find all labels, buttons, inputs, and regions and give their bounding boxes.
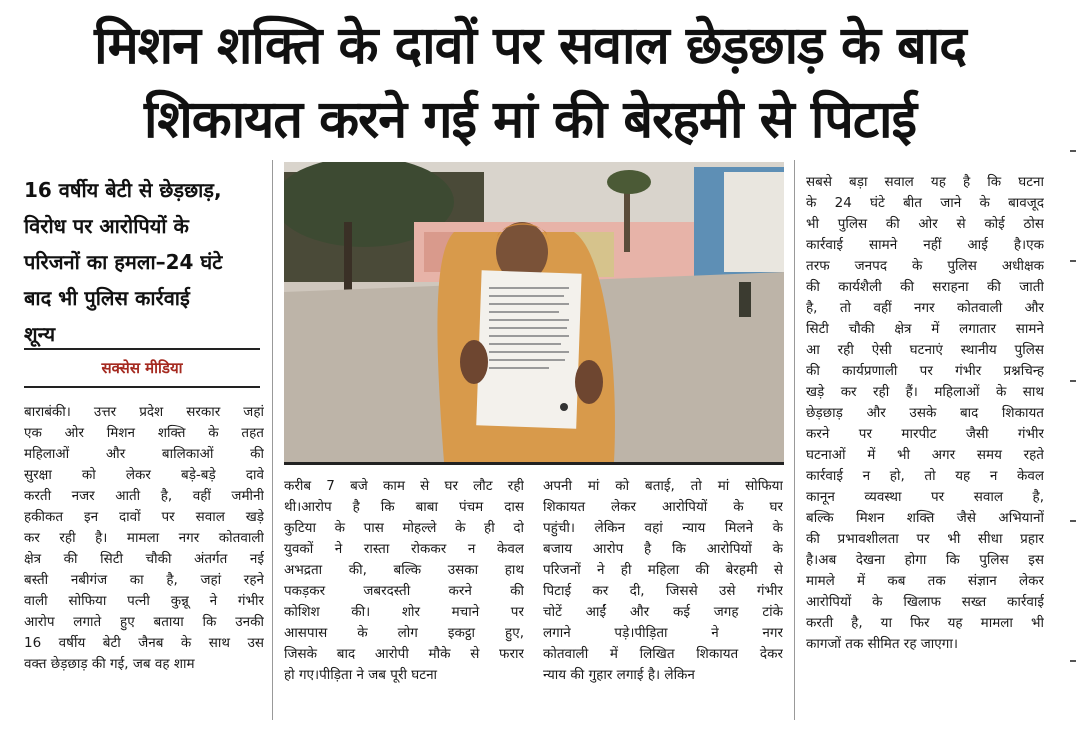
text-line: कार्रवाई सामने नहीं आई है।एक [806,237,1044,253]
text-line: क्षेत्र की सिटी चौकी अंतर्गत नई [24,551,264,567]
article-column-2 [284,476,524,686]
text-line: है।अब देखना होगा कि पुलिस इस [806,552,1044,568]
text-line: पकड़कर जबरदस्ती करने की [284,583,524,599]
text-line: कर रही है। मामला नगर कोतवाली [24,530,264,546]
text-line: है, तो वहीं नगर कोतवाली और [806,300,1044,316]
text-line: खड़े कर रही हैं। महिलाओं के साथ [806,384,1044,400]
text-line: बजाय आरोप है कि आरोपियों के [543,541,783,557]
text-line: पहुंची। लेकिन वहां न्याय मिलने के [543,520,783,536]
article-column-3 [543,476,783,686]
text-line: कार्रवाई न हो, तो यह न केवल [806,468,1044,484]
column-divider [272,160,273,720]
text-line: आरोपियों के खिलाफ सख्त कार्रवाई [806,594,1044,610]
text-line: महिलाओं और बालिकाओं की [24,446,264,462]
text-line: आसपास के लोग इकट्ठा हुए, [284,625,524,641]
text-line: वाली सोफिया पत्नी कुन्नू ने गंभीर [24,593,264,609]
byline: सक्सेस मीडिया [101,359,183,377]
subheadline-line: बाद भी पुलिस कार्रवाई [24,286,190,310]
text-line: सुरक्षा को लेकर बड़े-बड़े दावे [24,467,264,483]
text-line: भी पुलिस की ओर से कोई ठोस [806,216,1044,232]
adjacent-column-mark [1070,660,1076,662]
text-line: जिसके बाद आरोपी मौके से फरार [284,646,524,662]
text-line: एक ओर मिशन शक्ति के तहत [24,425,264,441]
text-line: बाराबंकी। उत्तर प्रदेश सरकार जहां [24,404,264,420]
text-line: घटनाओं में भी अगर समय रहते [806,447,1044,463]
text-line: आरोप लगाते हुए बताया कि उनकी [24,614,264,630]
text-line: हो गए।पीड़िता ने जब पूरी घटना [284,667,438,683]
adjacent-column-mark [1070,380,1076,382]
text-line: हकीकत इन दावों पर सवाल खड़े [24,509,264,525]
text-line: करती है, या फिर यह मामला भी [806,615,1044,631]
adjacent-column-mark [1070,520,1076,522]
text-line: कोशिश की। शोर मचाने पर [284,604,524,620]
text-line: की कार्यशैली की सराहना की जाती [806,279,1044,295]
subheadline-line: 16 वर्षीय बेटी से छेड़छाड़, [24,178,222,202]
text-line: 16 वर्षीय बेटी जैनब के साथ उस [24,635,264,651]
text-line: चोटें आईं और कई जगह टांके [543,604,783,620]
text-line: अपनी मां को बताई, तो मां सोफिया [543,478,783,494]
text-line: छेड़छाड़ और उसके बाद शिकायत [806,405,1044,421]
text-line: शिकायत लेकर आरोपियों के घर [543,499,783,515]
text-line: की प्रभावशीलता पर भी सीधा प्रहार [806,531,1044,547]
text-line: वक्त छेड़छाड़ की गई, जब वह शाम [24,656,195,672]
text-line: सबसे बड़ा सवाल यह है कि घटना [806,174,1044,190]
headline-line-2: शिकायत करने गई मां की बेरहमी से पिटाई [143,90,917,150]
subheadline [24,172,264,352]
text-line: लगाने पड़े।पीड़िता ने नगर [543,625,783,641]
headline-line-1: मिशन शक्ति के दावों पर सवाल छेड़छाड़ के बाद [94,16,966,76]
text-line: पिटाई कर दी, जिससे उसे गंभीर [543,583,783,599]
text-line: करने पर मारपीट जैसी गंभीर [806,426,1044,442]
text-line: बल्कि मिशन शक्ति जैसे अभियानों [806,510,1044,526]
subheadline-line: परिजनों का हमला–24 घंटे [24,250,223,274]
text-line: करती नजर आती है, वहीं जमीनी [24,488,264,504]
byline-rule-top [24,348,260,350]
adjacent-column-mark [1070,150,1076,152]
text-line: करीब 7 बजे काम से घर लौट रही [284,478,524,494]
text-line: की कार्यप्रणाली पर गंभीर प्रश्नचिन्ह [806,363,1044,379]
text-line: कोतवाली में लिखित शिकायत देकर [543,646,783,662]
text-line: कागजों तक सीमित रह जाएगा। [806,636,958,652]
text-line: कुटिया के पास मोहल्ले के ही दो [284,520,524,536]
text-line: के 24 घंटे बीत जाने के बावजूद [806,195,1044,211]
adjacent-column-mark [1070,260,1076,262]
subheadline-line: शून्य [24,322,56,346]
byline-rule-bottom [24,386,260,388]
text-line: सिटी चौकी क्षेत्र में लगातार सामने [806,321,1044,337]
text-line: परिजनों ने ही महिला की बेरहमी से [543,562,783,578]
text-line: थी।आरोप है कि बाबा पंचम दास [284,499,524,515]
subheadline-line: विरोध पर आरोपियों के [24,214,189,238]
article-column-4 [806,172,1044,655]
text-line: युवकों ने रास्ता रोककर न केवल [284,541,524,557]
text-line: आ रही ऐसी घटनाएं स्थानीय पुलिस [806,342,1044,358]
text-line: कानून व्यवस्था पर सवाल है, [806,489,1044,505]
text-line: न्याय की गुहार लगाई है। लेकिन [543,667,695,683]
text-line: तरफ जनपद के पुलिस अधीक्षक [806,258,1044,274]
text-line: बस्ती नबीगंज का है, जहां रहने [24,572,264,588]
column-divider [794,160,795,720]
article-column-1 [24,402,264,675]
text-line: मामले में कब तक संज्ञान लेकर [806,573,1044,589]
woman-holding-document-photo [284,162,784,465]
text-line: अभद्रता की, बल्कि उसका हाथ [284,562,524,578]
